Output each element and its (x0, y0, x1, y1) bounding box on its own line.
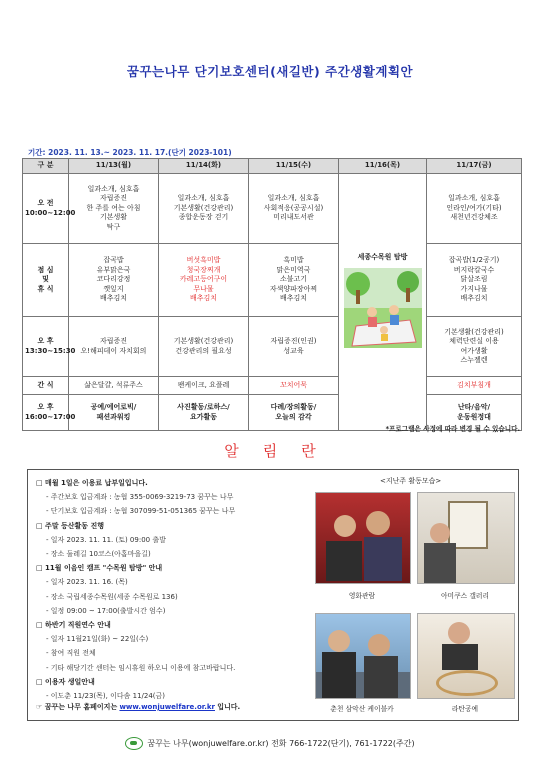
notice-detail: - 일자 11월21일(화) ~ 22일(수) (46, 635, 149, 644)
schedule-cell: 자립증진(인권) 성교육 (249, 317, 339, 377)
notice-detail: - 장소 둘레길 10코스(아홉마을길) (46, 550, 151, 558)
table-corner: 구 분 (23, 159, 69, 174)
notice-detail: - 장소 국립세종수목원(세종 수목원로 136) (46, 592, 178, 601)
row-label: 오 후 13:30~15:30 (23, 317, 69, 377)
photo-movie (315, 492, 411, 584)
row-label: 점 심 및 휴 식 (23, 244, 69, 317)
photo-caption: 춘천 삼악산 케이블카 (330, 705, 394, 713)
notice-detail: - 일자 2023. 11. 11. (토) 09:00 출발 (46, 535, 166, 544)
row-label: 오 후 16:00~17:00 (23, 395, 69, 431)
page-title: 꿈꾸는나무 단기보호센터(새길반) 주간생활계획안 (126, 64, 414, 79)
notice-detail: - 주간보호 입금계좌 : 농협 355-0069-3219-73 꿈꾸는 나무 (46, 493, 234, 502)
schedule-cell: 기본생활(건강관리) 체력단련실 이용 여가생활 스누젤렌 (427, 317, 522, 377)
schedule-note: *프로그램은 사정에 따라 변경 될 수 있습니다. (385, 425, 520, 433)
photo-caption: 라탄공예 (451, 705, 479, 713)
photo-rattan (417, 613, 515, 699)
footer (0, 737, 540, 750)
row-label: 오 전 10:00~12:00 (23, 174, 69, 244)
notice-detail: - 단기보호 입금계좌 : 농협 307099-51-051365 꿈꾸는 나무 (46, 507, 236, 516)
thursday-event-label: 세종수목원 탐방 (357, 252, 408, 261)
notice-box (27, 469, 519, 721)
notice-heading: □ 주말 등산활동 진행 (36, 521, 105, 530)
notice-heading: □ 하반기 직원연수 안내 (36, 621, 111, 629)
day-header: 11/16(목) (339, 159, 427, 174)
schedule-cell: 자립증진 오!해피데이 자치회의 (69, 317, 159, 377)
schedule-cell: 일과소개, 심호흡 자립증진 한 주를 여는 아침 기본생활 탁구 (69, 174, 159, 244)
notice-detail: - 참여 직원 전체 (46, 649, 96, 658)
schedule-cell: 일과소개, 심호흡 인라인/여가(기타) 새천년건강체조 (427, 174, 522, 244)
notice-detail: - 일정 09:00 ~ 17:00(출발시간 엄수) (46, 606, 166, 615)
snack-cell: 김치부침개 (427, 377, 522, 395)
menu-cell: 잡곡밥(1/2공기) 버지락칼국수 닭살조림 가지나물 배추김치 (427, 244, 522, 317)
notice-detail: - 기타 해당기간 센터는 임시휴원 하오니 이용에 참고바랍니다. (46, 663, 236, 672)
homepage-line (36, 702, 240, 712)
footer-text: 꿈꾸는 나무(wonjuwelfare.or.kr) 전화 766-1722(단기), 761-1722(주간) (147, 739, 415, 748)
photos-label: <지난주 활동모습> (380, 477, 442, 485)
menu-cell: 버섯흑미밥 청국장찌개 카레고등어구이 무나물 배추김치 (159, 244, 249, 317)
day-header: 11/17(금) (427, 159, 522, 174)
photo-caption: 아미쿠스 갤러리 (440, 592, 490, 600)
schedule-period: 기간: 2023. 11. 13.~ 2023. 11. 17.(단기 2023-101) (28, 148, 232, 157)
photo-caption: 영화관람 (348, 592, 376, 600)
row-label: 간 식 (23, 377, 69, 395)
picnic-illustration (344, 268, 422, 348)
weekly-schedule-table (22, 158, 522, 431)
snack-cell: 꼬치어묵 (249, 377, 339, 395)
homepage-suffix: 입니다. (217, 703, 241, 711)
day-header: 11/13(월) (69, 159, 159, 174)
thursday-event-cell (339, 174, 427, 431)
homepage-prefix: ☞ 꿈꾸는 나무 홈페이지는 (36, 703, 118, 711)
schedule-cell: 다례/장의활동/ 오늘의 감각 (249, 395, 339, 431)
day-header: 11/14(화) (159, 159, 249, 174)
menu-cell: 잡곡밥 유부맑은국 코다리강정 깻잎지 배추김치 (69, 244, 159, 317)
photo-cable-car (315, 613, 411, 699)
notice-detail: - 일자 2023. 11. 16. (목) (46, 578, 128, 587)
logo-icon (125, 737, 143, 750)
schedule-cell: 일과소개, 심호흡 사회적응(공공시설) 미리내도서관 (249, 174, 339, 244)
notice-detail: - 이도춘 11/23(목), 이다솜 11/24(금) (46, 692, 166, 700)
notice-heading: □ 이용자 생일안내 (36, 677, 95, 686)
schedule-cell: 기본생활(건강관리) 건강관리의 필요성 (159, 317, 249, 377)
snack-cell: 삶은달걀, 석류주스 (69, 377, 159, 395)
menu-cell: 흑미밥 맑은미역국 소불고기 자색양파장아찌 배추김치 (249, 244, 339, 317)
schedule-cell: 일과소개, 심호흡 기본생활(건강관리) 종합운동장 걷기 (159, 174, 249, 244)
photo-gallery (417, 492, 515, 584)
schedule-cell: 난타/음악/ 운동원정대 (427, 395, 522, 431)
schedule-cell: 사진활동/로하스/ 요가활동 (159, 395, 249, 431)
schedule-cell: 공예/에어로빅/ 패션과워킹 (69, 395, 159, 431)
snack-cell: 팬케이크, 요플레 (159, 377, 249, 395)
day-header: 11/15(수) (249, 159, 339, 174)
notice-heading: □ 매월 1일은 이용료 납부일입니다. (36, 479, 148, 487)
notice-heading: □ 11월 이음인 캠프 "수목원 탐방" 안내 (36, 564, 163, 573)
homepage-link[interactable]: www.wonjuwelfare.or.kr (119, 703, 215, 711)
notice-title: 알림란 (224, 442, 340, 460)
